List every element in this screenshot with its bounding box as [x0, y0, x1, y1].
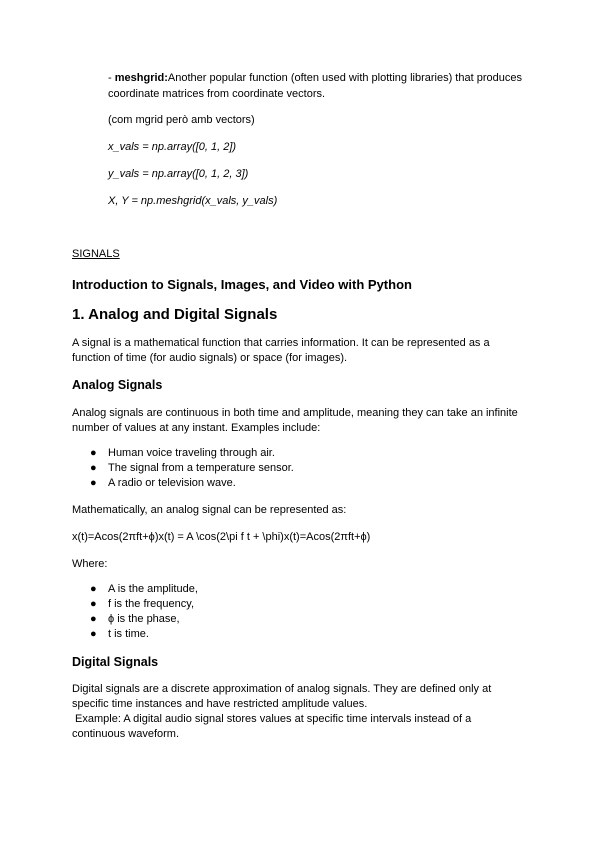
digital-para-line-2: specific time instances and have restricted amplitude values.: [72, 698, 368, 710]
section-1-title: 1. Analog and Digital Signals: [72, 306, 278, 323]
list-item-text: A radio or television wave.: [108, 477, 236, 489]
digital-para-line-3: Example: A digital audio signal stores values at specific time intervals instead of a: [72, 713, 472, 725]
digital-para-line-1: Digital signals are a discrete approximation of analog signals. They are defined only at: [72, 683, 492, 695]
meshgrid-description: Another popular function (often used with plotting libraries) that produces: [167, 72, 522, 84]
list-item-text: f is the frequency,: [108, 598, 195, 610]
list-item: [90, 627, 198, 642]
intro-title: Introduction to Signals, Images, and Video with Python: [72, 277, 412, 292]
bullet-icon: ●: [90, 583, 97, 595]
list-item-text: Human voice traveling through air.: [108, 447, 275, 459]
bullet-icon: ●: [90, 598, 97, 610]
list-item: [90, 612, 198, 627]
signals-heading: SIGNALS: [72, 248, 120, 260]
code-line-meshgrid: X, Y = np.meshgrid(x_vals, y_vals): [108, 195, 278, 207]
list-item: [90, 582, 198, 597]
meshgrid-note: (com mgrid però amb vectors): [108, 114, 255, 126]
meshgrid-line-2: coordinate matrices from coordinate vectors.: [108, 88, 326, 100]
digital-title: Digital Signals: [72, 655, 159, 669]
analog-para-line-2: number of values at any instant. Examples include:: [72, 422, 321, 434]
definitions-list: [90, 582, 198, 642]
digital-para-line-4: continuous waveform.: [72, 728, 179, 740]
list-item-text: A is the amplitude,: [108, 583, 198, 595]
list-item-text: ϕ is the phase,: [108, 613, 180, 625]
list-item-text: t is time.: [108, 628, 149, 640]
list-item: [90, 461, 294, 476]
bullet-icon: ●: [90, 447, 97, 459]
list-item: [90, 597, 198, 612]
list-item: [90, 476, 294, 491]
bullet-icon: ●: [90, 477, 97, 489]
code-line-y-vals: y_vals = np.array([0, 1, 2, 3]): [108, 168, 249, 180]
where-label: Where:: [72, 558, 108, 570]
analog-title: Analog Signals: [72, 378, 163, 392]
analog-para-line-1: Analog signals are continuous in both time and amplitude, meaning they can take an infinite: [72, 407, 518, 419]
list-item-text: The signal from a temperature sensor.: [108, 462, 294, 474]
math-intro: Mathematically, an analog signal can be represented as:: [72, 504, 347, 516]
section-1-para-line-1: A signal is a mathematical function that carries information. It can be represented as a: [72, 337, 490, 349]
meshgrid-term: meshgrid:: [114, 72, 168, 84]
analog-formula: x(t)=Acos(2πft+ϕ)x(t) = A \cos(2\pi f t + \phi)x(t)=Acos(2πft+ϕ): [72, 531, 371, 543]
bullet-icon: ●: [90, 462, 97, 474]
meshgrid-prefix: -: [108, 72, 115, 84]
section-1-para-line-2: function of time (for audio signals) or space (for images).: [72, 352, 348, 364]
bullet-icon: ●: [90, 613, 97, 625]
code-line-x-vals: x_vals = np.array([0, 1, 2]): [108, 141, 237, 153]
bullet-icon: ●: [90, 628, 97, 640]
meshgrid-line-1: [108, 70, 548, 86]
analog-examples-list: [90, 446, 294, 491]
list-item: [90, 446, 294, 461]
